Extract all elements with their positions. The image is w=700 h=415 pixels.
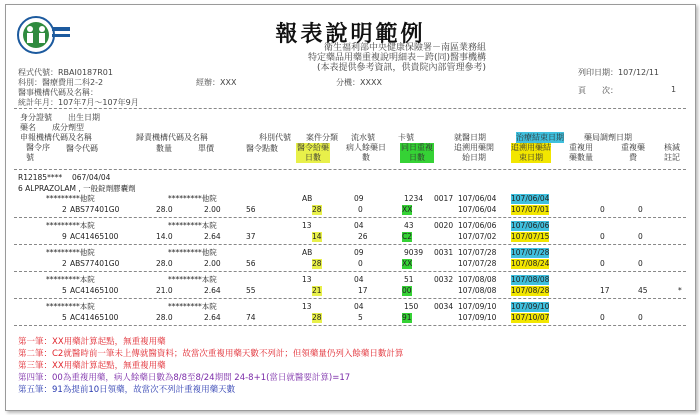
order-code: ABS77401G0 xyxy=(70,259,120,268)
col-header: 醫令點數 xyxy=(246,144,278,153)
unit-price: 2.00 xyxy=(204,259,221,268)
trace-end-date: 107/08/28 xyxy=(511,286,550,295)
card-no: 0032 xyxy=(434,275,454,284)
dosing-days: 21 xyxy=(312,286,322,295)
responsible-institution: *********本院 xyxy=(168,302,217,311)
section: 分機：XXXX xyxy=(336,78,382,87)
order-code: AC41465100 xyxy=(70,313,119,322)
repeat-fee: 0 xyxy=(638,232,643,241)
declaring-institution: *********他院 xyxy=(46,248,95,257)
responsible-institution: *********本院 xyxy=(168,221,217,230)
agency-line: (本表提供參考資訊，供貴院內部管理參考) xyxy=(316,63,486,73)
treatment-end-date: 107/07/28 xyxy=(511,248,550,257)
same-day-repeat: XX xyxy=(402,205,413,214)
visit-date: 107/06/06 xyxy=(458,221,497,230)
col-header: 就醫日期 xyxy=(454,133,486,142)
treatment-end-date: 107/06/06 xyxy=(511,221,550,230)
visit-date: 107/09/10 xyxy=(458,302,497,311)
dosing-days: 28 xyxy=(312,259,322,268)
treatment-end-date: 107/08/08 xyxy=(511,275,550,284)
trace-end-date: 107/07/15 xyxy=(511,232,550,241)
quantity: 21.0 xyxy=(156,286,173,295)
order-points: 55 xyxy=(246,286,256,295)
case-type: 09 xyxy=(354,248,364,257)
drug-name: 6 ALPRAZOLAM , 一般錠劑膠囊劑 xyxy=(18,184,136,193)
col-header: 醫令代碼 xyxy=(66,144,98,153)
case-type: 04 xyxy=(354,302,364,311)
col-header: 案件分類 xyxy=(306,133,338,142)
repeat-fee: 0 xyxy=(638,313,643,322)
treatment-end-date: 107/06/04 xyxy=(511,194,550,203)
quantity: 28.0 xyxy=(156,205,173,214)
program-code: 程式代號：RBAI0187R01 xyxy=(18,68,113,77)
repeat-qty: 0 xyxy=(600,313,605,322)
agency-line: 特定藥品用藥重複說明細表－跨(同)醫事機構 xyxy=(307,53,486,63)
card-no: 0020 xyxy=(434,221,454,230)
page-title: 報表說明範例 xyxy=(275,21,426,47)
unit-price: 2.64 xyxy=(204,313,221,322)
declaring-institution: *********本院 xyxy=(46,221,95,230)
trace-end-date: 107/07/01 xyxy=(511,205,550,214)
divider xyxy=(14,244,686,245)
card-no: 0031 xyxy=(434,248,454,257)
remaining-days: 26 xyxy=(358,232,368,241)
remaining-days: 17 xyxy=(358,286,368,295)
repeat-fee: 0 xyxy=(638,205,643,214)
col-header: 追溯用藥結束日期 xyxy=(511,143,551,162)
repeat-fee: 45 xyxy=(638,286,648,295)
trace-start-date: 107/06/04 xyxy=(458,205,497,214)
agency-line: 衛生福利部中央健康保險署－南區業務組 xyxy=(323,43,486,53)
category: 科別：醫療費用二科2-2 xyxy=(18,78,104,87)
note-line: 第一筆：XX用藥計算起點，無重複用藥 xyxy=(18,337,166,347)
serial-no: 51 xyxy=(404,275,414,284)
remaining-days: 0 xyxy=(358,205,363,214)
period: 統計年月：107年7月～107年9月 xyxy=(18,98,139,107)
card-no: 0017 xyxy=(434,194,454,203)
page-number: 1 xyxy=(671,85,677,94)
col-header: 流水號 xyxy=(351,133,375,142)
declaring-institution: *********本院 xyxy=(46,302,95,311)
unit-price: 2.64 xyxy=(204,232,221,241)
serial-no: 43 xyxy=(404,221,414,230)
col-header: 核減註記 xyxy=(664,143,680,162)
dosing-days: 28 xyxy=(312,313,322,322)
order-code: AC41465100 xyxy=(70,232,119,241)
page-label: 頁 次： xyxy=(578,86,618,95)
responsible-institution: *********他院 xyxy=(168,248,217,257)
treatment-end-date: 107/09/10 xyxy=(511,302,550,311)
hospital-label: 醫事機構代碼及名稱： xyxy=(18,88,98,97)
col-header: 追溯用藥開始日期 xyxy=(454,143,494,162)
order-seq: 9 xyxy=(62,232,67,241)
col-header: 科別代號 xyxy=(259,133,291,142)
unit-price: 2.00 xyxy=(204,205,221,214)
serial-no: 1234 xyxy=(404,194,424,203)
col-header: 重複用藥數量 xyxy=(569,143,593,162)
case-type: 04 xyxy=(354,275,364,284)
repeat-qty: 0 xyxy=(600,259,605,268)
order-seq: 2 xyxy=(62,205,67,214)
dept-code: 13 xyxy=(302,221,312,230)
repeat-qty: 0 xyxy=(600,232,605,241)
divider xyxy=(14,271,686,272)
patient-id: R12185**** xyxy=(18,173,63,182)
dept-code: AB xyxy=(302,194,313,203)
repeat-qty: 0 xyxy=(600,205,605,214)
card-no: 0034 xyxy=(434,302,454,311)
col-header: 同日重複日數 xyxy=(401,143,433,162)
col-header: 治療結束日期 xyxy=(516,133,564,142)
col-header: 卡號 xyxy=(398,133,414,142)
order-seq: 5 xyxy=(62,286,67,295)
case-type: 09 xyxy=(354,194,364,203)
col-header: 醫令序號 xyxy=(26,143,50,162)
visit-date: 107/07/28 xyxy=(458,248,497,257)
remaining-days: 5 xyxy=(358,313,363,322)
repeat-qty: 17 xyxy=(600,286,610,295)
trace-end-date: 107/10/07 xyxy=(511,313,550,322)
order-points: 74 xyxy=(246,313,256,322)
note-line: 第五筆：91為提前10日領藥，故當次不列計重複用藥天數 xyxy=(18,385,236,395)
deduction-mark: * xyxy=(678,286,682,295)
order-points: 37 xyxy=(246,232,256,241)
divider xyxy=(14,325,686,326)
agency-info xyxy=(236,43,486,73)
order-seq: 2 xyxy=(62,259,67,268)
quantity: 28.0 xyxy=(156,313,173,322)
dosing-days: 28 xyxy=(312,205,322,214)
trace-start-date: 107/09/10 xyxy=(458,313,497,322)
remaining-days: 0 xyxy=(358,259,363,268)
order-points: 56 xyxy=(246,259,256,268)
patient-dob: 067/04/04 xyxy=(72,173,111,182)
col-header: 數量 xyxy=(156,144,172,153)
dept-code: 13 xyxy=(302,275,312,284)
col-header: 重複藥費 xyxy=(621,143,645,162)
divider xyxy=(14,108,686,109)
trace-start-date: 107/08/08 xyxy=(458,286,497,295)
col-header: 病人餘藥日數 xyxy=(346,143,386,162)
col-header-row2: 藥名 成分劑型 xyxy=(20,123,84,132)
divider xyxy=(14,298,686,299)
handler: 經辦：XXX xyxy=(196,78,237,87)
col-header: 醫令給藥日數 xyxy=(297,143,329,162)
col-header: 歸責機構代碼及名稱 xyxy=(136,133,208,142)
dept-code: AB xyxy=(302,248,313,257)
serial-no: 9039 xyxy=(404,248,424,257)
col-header-row1: 身分證號 出生日期 xyxy=(20,113,100,122)
order-points: 56 xyxy=(246,205,256,214)
note-line: 第四筆：00為重複用藥，病人餘藥日數為8/8至8/24期間 24-8+1(當日就醫要計算)=17 xyxy=(18,373,351,383)
print-date: 列印日期：107/12/11 xyxy=(578,68,660,77)
quantity: 14.0 xyxy=(156,232,173,241)
order-code: ABS77401G0 xyxy=(70,205,120,214)
trace-end-date: 107/08/24 xyxy=(511,259,550,268)
trace-start-date: 107/07/28 xyxy=(458,259,497,268)
col-header: 申報機構代碼及名稱 xyxy=(20,133,92,142)
repeat-fee: 0 xyxy=(638,259,643,268)
visit-date: 107/06/04 xyxy=(458,194,497,203)
dosing-days: 14 xyxy=(312,232,322,241)
serial-no: 150 xyxy=(404,302,419,311)
report-frame xyxy=(5,4,696,411)
responsible-institution: *********他院 xyxy=(168,194,217,203)
declaring-institution: *********他院 xyxy=(46,194,95,203)
note-line: 第三筆：XX用藥計算起點，無重複用藥 xyxy=(18,361,166,371)
col-header: 藥局調劑日期 xyxy=(584,133,632,142)
col-header: 單價 xyxy=(198,144,214,153)
unit-price: 2.64 xyxy=(204,286,221,295)
divider xyxy=(14,217,686,218)
dept-code: 13 xyxy=(302,302,312,311)
declaring-institution: *********本院 xyxy=(46,275,95,284)
divider xyxy=(14,169,686,170)
trace-start-date: 107/07/02 xyxy=(458,232,497,241)
same-day-repeat: XX xyxy=(402,259,413,268)
responsible-institution: *********本院 xyxy=(168,275,217,284)
same-day-repeat: 00 xyxy=(402,286,412,295)
same-day-repeat: C2 xyxy=(402,232,413,241)
visit-date: 107/08/08 xyxy=(458,275,497,284)
note-line: 第二筆：C2就醫時前一筆未上傳就醫資料；故當次重複用藥天數不列計；但領藥量仍列入餘藥日數計算 xyxy=(18,349,404,359)
same-day-repeat: 91 xyxy=(402,313,412,322)
case-type: 04 xyxy=(354,221,364,230)
quantity: 28.0 xyxy=(156,259,173,268)
order-code: AC41465100 xyxy=(70,286,119,295)
order-seq: 5 xyxy=(62,313,67,322)
